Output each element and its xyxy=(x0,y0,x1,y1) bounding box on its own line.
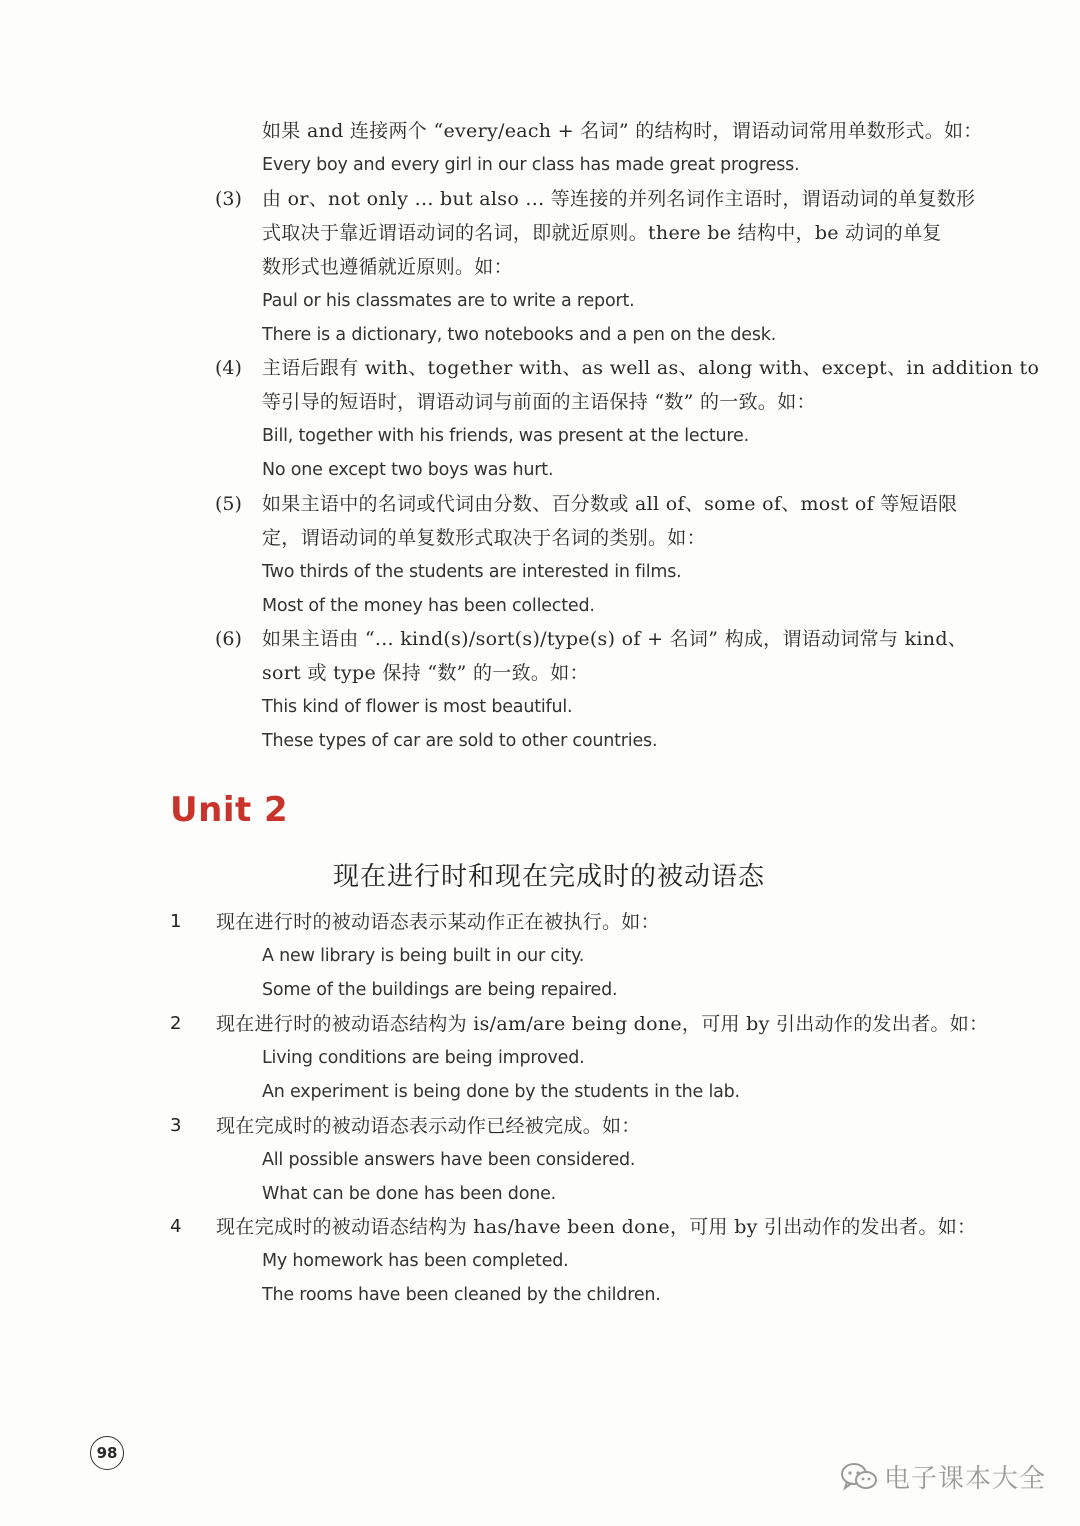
example-sentence: Living conditions are being improved. xyxy=(262,1048,585,1068)
example-sentence: Every boy and every girl in our class has made great progress. xyxy=(262,155,800,175)
example-sentence: Some of the buildings are being repaired. xyxy=(262,980,618,1000)
example-sentence: No one except two boys was hurt. xyxy=(262,460,554,480)
example-sentence: A new library is being built in our city. xyxy=(262,946,585,966)
intro-text: 如果 and 连接两个 “every/each + 名词” 的结构时，谓语动词常用单数形式。如： xyxy=(262,120,983,142)
watermark xyxy=(840,1458,1046,1495)
rule-number: (6) xyxy=(215,628,242,650)
watermark-text: 电子课本大全 xyxy=(884,1464,1047,1494)
rule-text: sort 或 type 保持 “数” 的一致。如： xyxy=(262,662,589,684)
example-sentence: An experiment is being done by the students in the lab. xyxy=(262,1082,740,1102)
item-text: 现在进行时的被动语态结构为 is/am/are being done，可用 by 引出动作的发出者。如： xyxy=(216,1013,989,1035)
item-number: 2 xyxy=(170,1013,182,1034)
example-sentence: There is a dictionary, two notebooks and a pen on the desk. xyxy=(262,325,777,345)
rule-text: 定，谓语动词的单复数形式取决于名词的类别。如： xyxy=(262,527,706,549)
rule-text: 主语后跟有 with、together with、as well as、along with、except、in addition to xyxy=(262,357,1040,379)
page-number: 98 xyxy=(90,1436,124,1470)
rule-text: 由 or、not only ... but also ... 等连接的并列名词作主语时，谓语动词的单复数形 xyxy=(262,188,976,210)
example-sentence: Paul or his classmates are to write a report. xyxy=(262,291,635,311)
rule-text: 数形式也遵循就近原则。如： xyxy=(262,256,513,278)
unit-title: Unit 2 xyxy=(170,790,289,830)
rule-text: 如果主语由 “... kind(s)/sort(s)/type(s) of + 名词” 构成，谓语动词常与 kind、 xyxy=(262,628,968,650)
rule-number: (3) xyxy=(215,188,242,210)
example-sentence: What can be done has been done. xyxy=(262,1184,557,1204)
rule-number: (5) xyxy=(215,493,242,515)
example-sentence: Two thirds of the students are interested in films. xyxy=(262,562,682,582)
item-number: 3 xyxy=(170,1115,182,1136)
item-text: 现在完成时的被动语态结构为 has/have been done，可用 by 引出动作的发出者。如： xyxy=(216,1216,977,1238)
example-sentence: These types of car are sold to other countries. xyxy=(262,731,658,751)
rule-text: 等引导的短语时，谓语动词与前面的主语保持 “数” 的一致。如： xyxy=(262,391,816,413)
wechat-icon xyxy=(840,1462,878,1492)
example-sentence: This kind of flower is most beautiful. xyxy=(262,697,573,717)
rule-text: 式取决于靠近谓语动词的名词，即就近原则。there be 结构中，be 动词的单复 xyxy=(262,222,942,244)
item-text: 现在完成时的被动语态表示动作已经被完成。如： xyxy=(216,1115,641,1137)
section-title: 现在进行时和现在完成时的被动语态 xyxy=(332,862,765,892)
example-sentence: My homework has been completed. xyxy=(262,1251,569,1271)
rule-number: (4) xyxy=(215,357,242,379)
item-number: 1 xyxy=(170,911,182,932)
item-text: 现在进行时的被动语态表示某动作正在被执行。如： xyxy=(216,911,660,933)
example-sentence: The rooms have been cleaned by the children. xyxy=(262,1285,661,1305)
example-sentence: Most of the money has been collected. xyxy=(262,596,595,616)
rule-text: 如果主语中的名词或代词由分数、百分数或 all of、some of、most of 等短语限 xyxy=(262,493,958,515)
example-sentence: Bill, together with his friends, was present at the lecture. xyxy=(262,426,749,446)
example-sentence: All possible answers have been considered. xyxy=(262,1150,636,1170)
item-number: 4 xyxy=(170,1216,182,1237)
